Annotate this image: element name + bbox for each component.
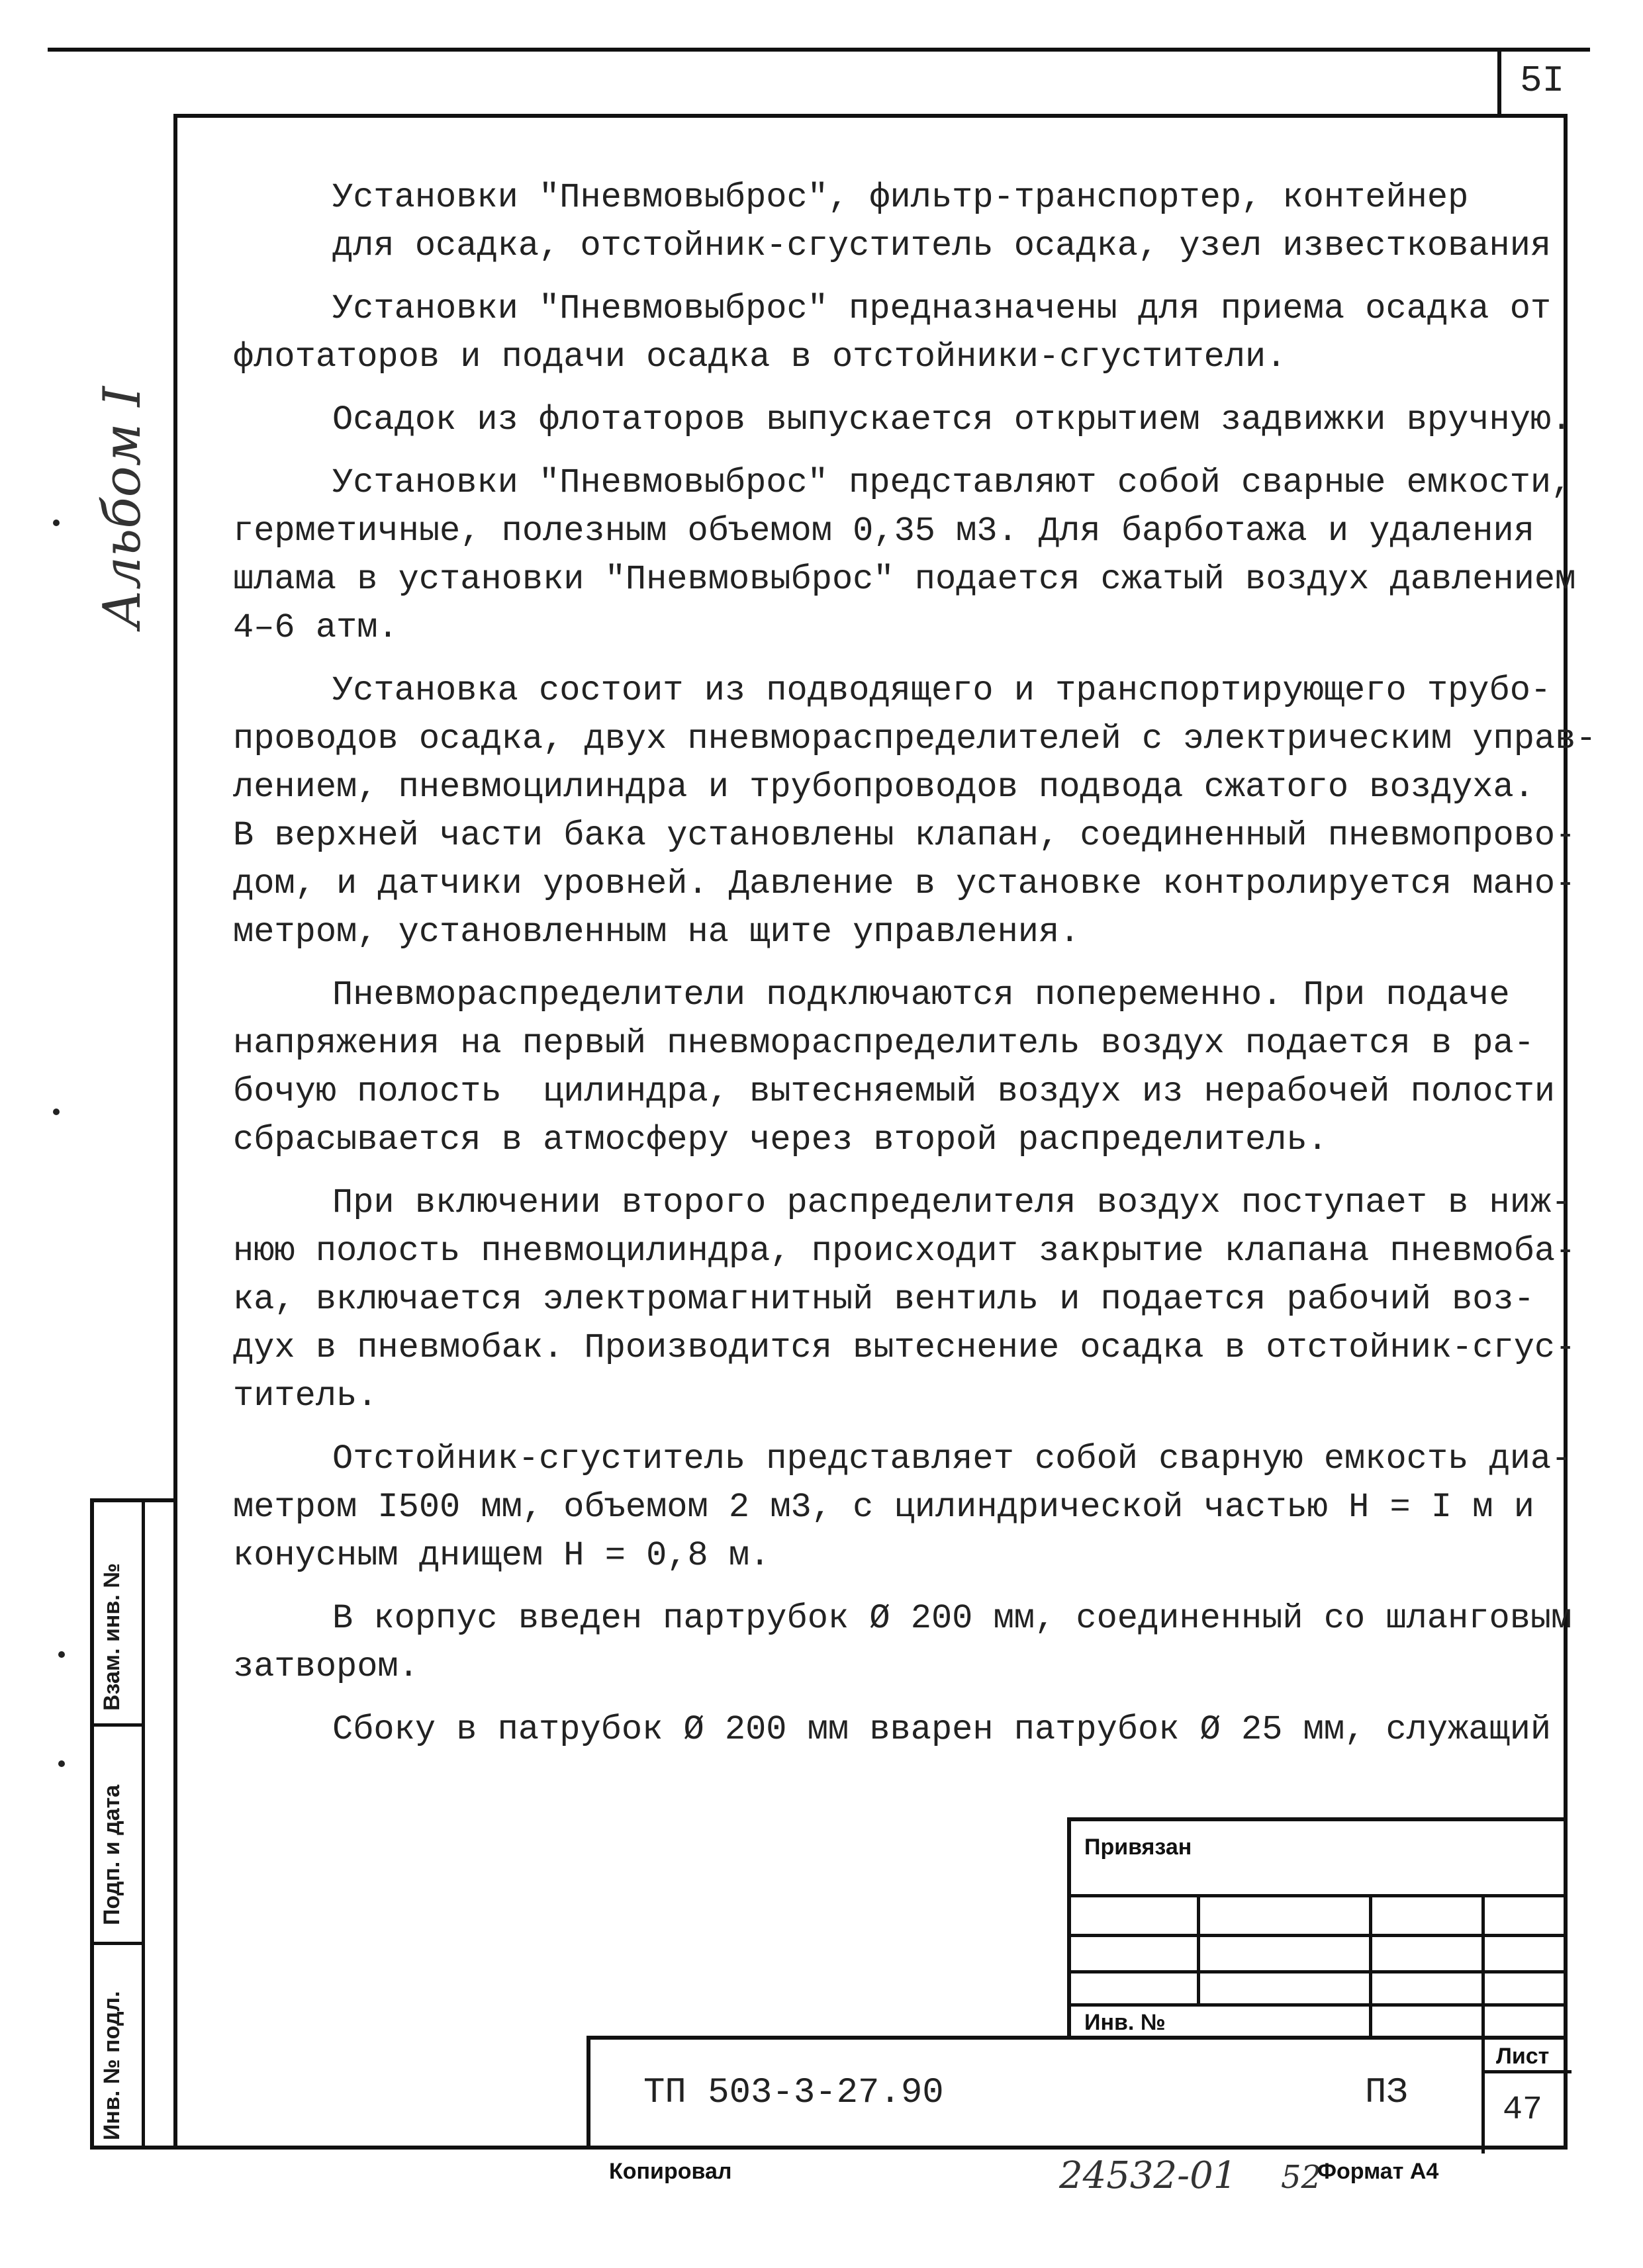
paragraph	[233, 285, 1552, 381]
text-line: Установки "Пневмовыброс" предназначены для приема осадка от	[332, 289, 1552, 328]
text-line: сбрасывается в атмосферу через второй распределитель.	[233, 1120, 1328, 1159]
heading-line: для осадка, отстойник-сгуститель осадка, узел известкования	[332, 226, 1552, 265]
page-number: 5I	[1497, 48, 1587, 114]
text-line: титель.	[233, 1377, 378, 1416]
text-line: Пневмораспределители подключаются попеременно. При подаче	[332, 975, 1510, 1015]
scan-dot	[53, 1109, 60, 1115]
stamp-label-podp: Подп. и дата	[99, 1784, 124, 1925]
stamp-label-inv: Инв. № подл.	[99, 1991, 124, 2140]
tb-rule	[1071, 1894, 1568, 1897]
stamp-label-vzam: Взам. инв. №	[99, 1563, 124, 1711]
stamp-cell-vzam	[94, 1502, 145, 1727]
paragraph	[233, 666, 1597, 956]
archive-number: 24532-01	[1059, 2154, 1237, 2197]
tb-rule	[1369, 1894, 1372, 2040]
paragraph	[233, 1705, 1552, 1754]
text-line: метром I500 мм, объемом 2 м3, с цилиндрической частью H = I м и	[233, 1488, 1534, 1527]
scan-dot	[58, 1760, 65, 1767]
tb-rule	[1481, 2040, 1485, 2154]
text-line: конусным днищем H = 0,8 м.	[233, 1536, 771, 1575]
sheet-label: Лист	[1496, 2044, 1550, 2069]
tb-rule	[1071, 1970, 1568, 1973]
text-line: нюю полость пневмоцилиндра, происходит закрытие клапана пневмоба-	[233, 1232, 1576, 1271]
document-body	[233, 173, 1597, 1768]
text-line: Осадок из флотаторов выпускается открытием задвижки вручную.	[332, 400, 1572, 439]
top-rule	[48, 48, 1590, 52]
format-label: Формат А4	[1317, 2159, 1439, 2184]
text-line: дух в пневмобак. Производится вытеснение осадка в отстойник-сгус-	[233, 1328, 1576, 1367]
privyazan-label: Привязан	[1084, 1835, 1192, 1860]
text-line: напряжения на первый пневмораспределитель воздух подается в ра-	[233, 1024, 1534, 1063]
doc-code: ТП 503-3-27.90	[643, 2073, 944, 2113]
paragraph	[233, 1435, 1572, 1580]
paragraph	[233, 459, 1576, 652]
stamp-cell-podp	[94, 1723, 145, 1945]
title-block-main	[587, 2036, 1568, 2150]
paragraph	[233, 971, 1556, 1164]
margin-note: Альбом I	[93, 386, 152, 629]
text-line: В верхней части бака установлены клапан, соединенный пневмопрово-	[233, 816, 1576, 855]
text-line: В корпус введен партрубок Ø 200 мм, соединенный со шланговым	[332, 1599, 1572, 1638]
text-line: При включении второго распределителя воздух поступает в ниж-	[332, 1183, 1572, 1222]
text-line: Установки "Пневмовыброс" представляют собой сварные емкости,	[332, 463, 1572, 502]
text-line: ка, включается электромагнитный вентиль и подается рабочий воз-	[233, 1280, 1534, 1319]
text-line: метром, установленным на щите управления.	[233, 913, 1080, 952]
scan-dot	[58, 1651, 65, 1658]
paragraph	[233, 396, 1572, 444]
handwritten-page: 52	[1281, 2159, 1322, 2196]
heading-line: Установки "Пневмовыброс", фильтр-транспортер, контейнер	[332, 178, 1469, 217]
tb-rule	[1481, 1894, 1485, 2040]
section-code: ПЗ	[1365, 2073, 1408, 2113]
text-line: лением, пневмоцилиндра и трубопроводов подвода сжатого воздуха.	[233, 768, 1534, 807]
text-line: Отстойник-сгуститель представляет собой сварную емкость диа-	[332, 1439, 1572, 1478]
scan-dot	[53, 520, 60, 526]
text-line: флотаторов и подачи осадка в отстойники-сгустители.	[233, 338, 1287, 377]
text-line: затвором.	[233, 1647, 419, 1686]
sheet-number: 47	[1503, 2091, 1543, 2129]
text-line: дом, и датчики уровней. Давление в установке контролируется мано-	[233, 864, 1576, 903]
paragraph	[233, 1594, 1572, 1691]
heading	[233, 173, 1552, 270]
tb-rule	[1071, 2003, 1568, 2007]
paragraph	[233, 1179, 1576, 1420]
title-block-upper	[1067, 1817, 1568, 2036]
inv-no-label: Инв. №	[1084, 2010, 1166, 2035]
margin-stamp	[90, 1498, 173, 2150]
text-line: герметичные, полезным объемом 0,35 м3. Для барботажа и удаления	[233, 512, 1534, 551]
text-line: шлама в установки "Пневмовыброс" подается сжатый воздух давлением	[233, 560, 1576, 599]
text-line: проводов осадка, двух пневмораспределителей с электрическим управ-	[233, 719, 1597, 758]
tb-rule	[1481, 2070, 1572, 2073]
text-line: Сбоку в патрубок Ø 200 мм вварен патрубок Ø 25 мм, служащий	[332, 1710, 1552, 1749]
stamp-cell-inv	[94, 1942, 145, 2150]
tb-rule	[1197, 1894, 1200, 2007]
tb-rule	[1071, 1934, 1568, 1937]
copied-label: Копировал	[609, 2159, 732, 2184]
text-line: Установка состоит из подводящего и транспортирующего трубо-	[332, 671, 1552, 710]
text-line: 4–6 атм.	[233, 608, 399, 647]
text-line: бочую полость цилиндра, вытесняемый воздух из нерабочей полости	[233, 1072, 1556, 1111]
